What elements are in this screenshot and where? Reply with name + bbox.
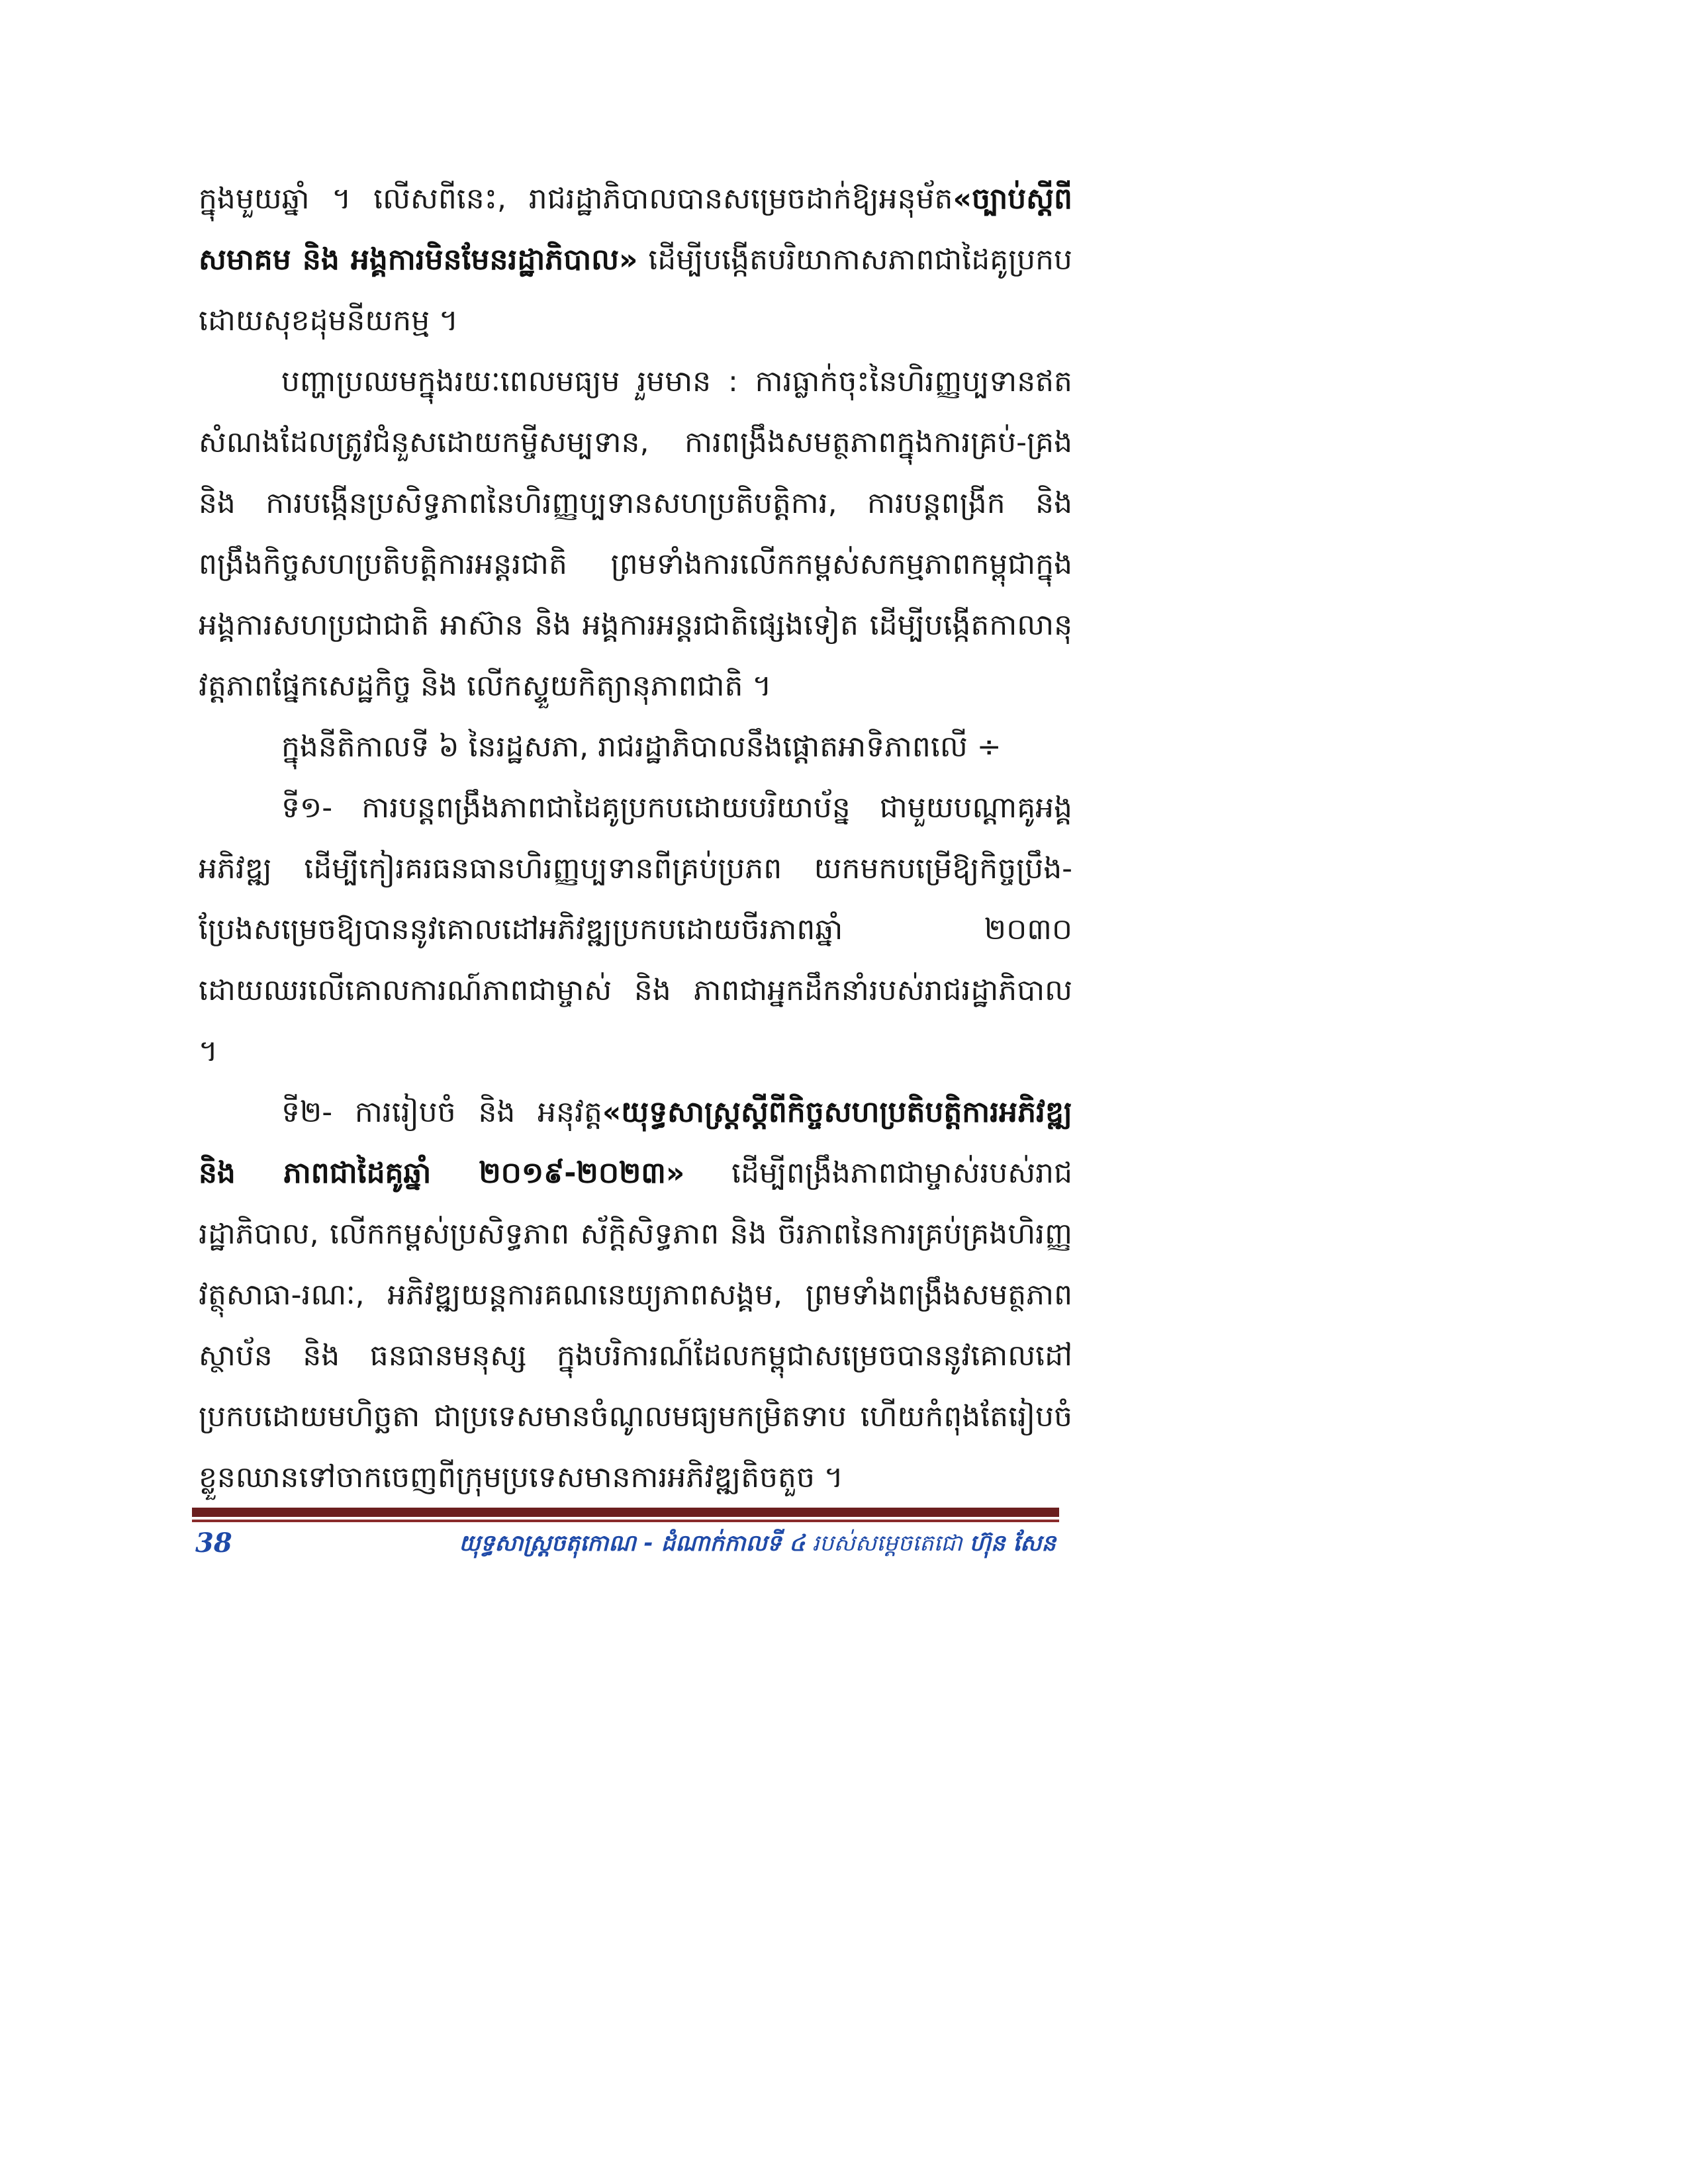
footer-rule-thick bbox=[192, 1508, 1059, 1517]
page-number: 38 bbox=[195, 1527, 232, 1559]
page-footer bbox=[195, 1527, 1056, 1574]
footer-rule-thin bbox=[192, 1520, 1059, 1522]
running-title-middle: របស់សម្តេចតេជោ bbox=[805, 1530, 970, 1557]
paragraph-1-end: ដើម្បីបង្កើតបរិយាកាសភាពជាដៃគូប្រកបដោយសុខដុមនីយកម្ម ។ bbox=[199, 243, 1072, 338]
paragraph-1-start: ក្នុងមួយឆ្នាំ ។ លើសពីនេះ, រាជរដ្ឋាភិបាលបានសម្រេចដាក់ឱ្យអនុម័ត bbox=[199, 182, 953, 216]
paragraph-5-start: ទី២- ការរៀបចំ និង អនុវត្ត bbox=[281, 1095, 602, 1129]
running-title-bold: យុទ្ធសាស្ត្រចតុកោណ - ដំណាក់កាលទី ៤ bbox=[459, 1530, 806, 1557]
paragraph-2: បញ្ហាប្រឈមក្នុងរយៈពេលមធ្យម រួមមាន : ការធ្លាក់ចុះនៃហិរញ្ញប្បទានឥតសំណងដែលត្រូវជំនួសដោយកម្ចីសម្បទាន, ការពង្រឹងសមត្ថភាពក្នុងការគ្រប់-គ្រង និង ការបង្កើនប្រសិទ្ធភាពនៃហិរញ្ញប្បទានសហប្រតិបត្តិការ, ការបន្តពង្រីក និង ពង្រឹងកិច្ចសហប្រតិបត្តិការអន្តរជាតិ ព្រមទាំងការលើកកម្ពស់សកម្មភាពកម្ពុជាក្នុងអង្គការសហប្រជាជាតិ អាស៊ាន និង អង្គការអន្តរជាតិផ្សេងទៀត ដើម្បីបង្កើតកាលានុវត្តភាពផ្នែកសេដ្ឋកិច្ច និង លើកស្ទួយកិត្យានុភាពជាតិ ។ bbox=[199, 365, 1072, 703]
body-text bbox=[199, 169, 1072, 1508]
paragraph-1 bbox=[199, 169, 1072, 351]
paragraph-5 bbox=[199, 1082, 1072, 1508]
running-title bbox=[459, 1529, 1056, 1562]
running-title-name: ហ៊ុន សែន bbox=[969, 1530, 1056, 1557]
paragraph-4: ទី១- ការបន្តពង្រឹងភាពជាដៃគូប្រកបដោយបរិយាប័ន្ន ជាមួយបណ្តាគូអង្គអភិវឌ្ឍ ដើម្បីកៀរគរធនធានហិរញ្ញប្បទានពីគ្រប់ប្រភព យកមកបម្រើឱ្យកិច្ចប្រឹង-ប្រែងសម្រេចឱ្យបាននូវគោលដៅអភិវឌ្ឍប្រកបដោយចីរភាពឆ្នាំ ២០៣០ ដោយឈរលើគោលការណ៍ភាពជាម្ចាស់ និង ភាពជាអ្នកដឹកនាំរបស់រាជរដ្ឋាភិបាល ។ bbox=[199, 791, 1072, 1068]
paragraph-3: ក្នុងនីតិកាលទី ៦ នៃរដ្ឋសភា, រាជរដ្ឋាភិបាលនឹងផ្តោតអាទិភាពលើ ÷ bbox=[281, 730, 1002, 764]
law-title-bold: «ច្បាប់ស្តីពីសមាគម និង អង្គការមិនមែនរដ្ឋាភិបាល» bbox=[199, 182, 1072, 277]
paragraph-5-end: ដើម្បីពង្រឹងភាពជាម្ចាស់របស់រាជរដ្ឋាភិបាល, លើកកម្ពស់ប្រសិទ្ធភាព ស័ក្តិសិទ្ធភាព និង ចីរភាពនៃការគ្រប់គ្រងហិរញ្ញវត្ថុសាធា-រណៈ, អភិវឌ្ឍយន្តការគណនេយ្យភាពសង្គម, ព្រមទាំងពង្រឹងសមត្ថភាពស្ថាប័ន និង ធនធានមនុស្ស ក្នុងបរិការណ៍ដែលកម្ពុជាសម្រេចបាននូវគោលដៅប្រកបដោយមហិច្ឆតា ជាប្រទេសមានចំណូលមធ្យមកម្រិតទាប ហើយកំពុងតែរៀបចំខ្លួនឈានទៅចាកចេញពីក្រុមប្រទេសមានការអភិវឌ្ឍតិចតួច ។ bbox=[199, 1156, 1072, 1494]
strategy-title-bold: «យុទ្ធសាស្ត្រស្តីពីកិច្ចសហប្រតិបត្តិការអភិវឌ្ឍ និង ភាពជាដៃគូឆ្នាំ ២០១៩-២០២៣» bbox=[199, 1095, 1072, 1190]
